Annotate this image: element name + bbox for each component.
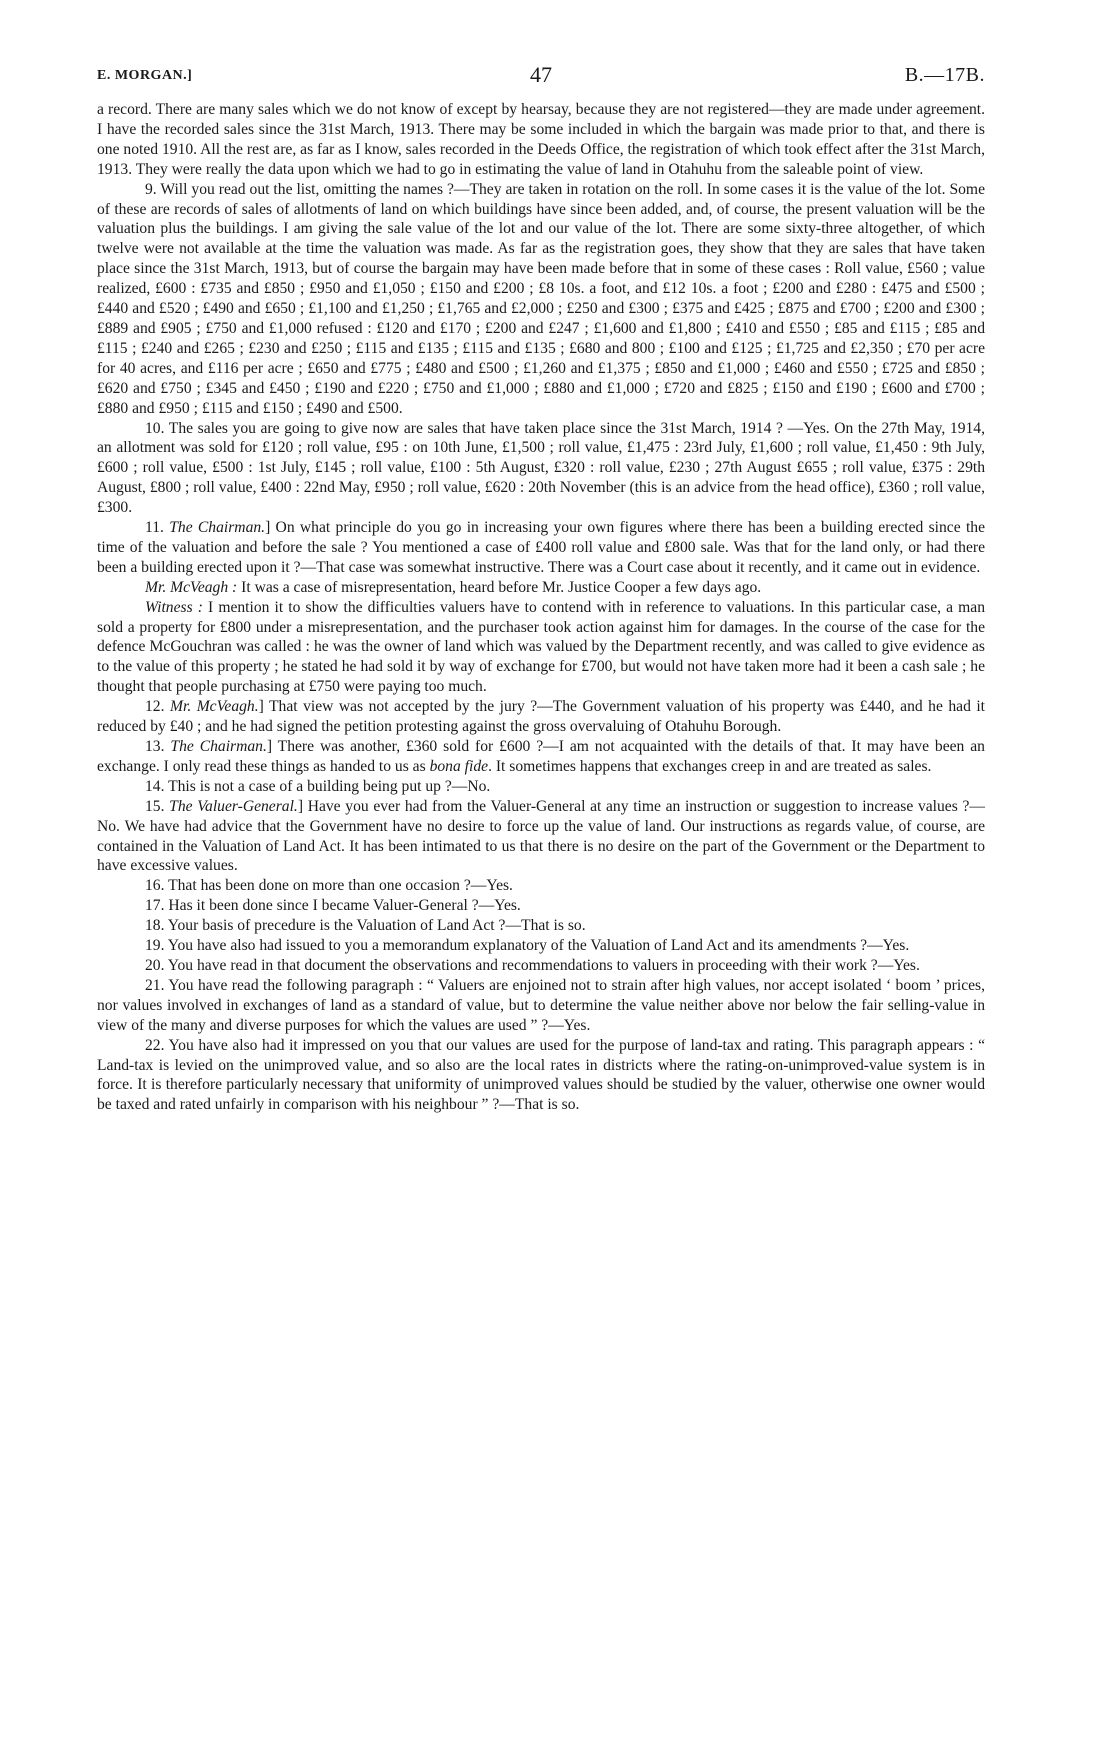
paragraph-q21 — [97, 976, 985, 1036]
paragraph-q22 — [97, 1036, 985, 1116]
paragraph-q13 — [97, 737, 985, 777]
paragraph-text: a record. There are many sales which we do not know of except by hearsay, because they are not registered—they are made under agreement. I have the recorded sales since the 31st March, 1913. There may be some included in which the bargain was made prior to that, and there is one noted 1910. All the rest are, as far as I know, sales recorded in the Deeds Office, the registration of which took effect after the 31st March, 1913. They were really the data upon which we had to go in estimating the value of land in Otahuhu from the saleable point of view. — [97, 101, 985, 178]
page-number: 47 — [530, 62, 552, 87]
paragraph-q16 — [97, 876, 985, 896]
paragraph-text: 20. You have read in that document the observations and recommendations to valuers in proceeding with their work ?—Yes. — [145, 956, 920, 974]
paragraph-text: It was a case of misrepresentation, heard before Mr. Justice Cooper a few days ago. — [237, 578, 762, 596]
speaker-name: Mr. McVeagh. — [169, 698, 259, 716]
speaker-name: Mr. McVeagh : — [145, 578, 238, 596]
paragraph-text: ] There was another, £360 sold for £600 ?—I am not acquainted with the details of that. It may have been an exchange. I only read these things as handed to us as — [97, 738, 985, 775]
page-header — [97, 60, 985, 100]
question-number: 15. — [145, 797, 170, 815]
paragraph-q18 — [97, 916, 985, 936]
speaker-name: Witness : — [145, 598, 203, 616]
paragraph-text: 21. You have read the following paragraph : “ Valuers are enjoined not to strain after high values, nor accept isolated ‘ boom ’ prices, nor values involved in exchanges of land as a standard of value, but to determine the value neither above nor below the fair selling-value in view of the many and diverse purposes for which the values are used ” ?—Yes. — [97, 976, 985, 1034]
paragraph-text: 14. This is not a case of a building being put up ?—No. — [145, 777, 491, 795]
header-witness-name: E. MORGAN.] — [97, 68, 193, 83]
question-number: 11. — [145, 519, 170, 537]
paragraph-text: . It sometimes happens that exchanges creep in and are treated as sales. — [488, 757, 932, 775]
paragraph-witness-remark — [97, 598, 985, 698]
paragraph-q12 — [97, 697, 985, 737]
paragraph-text: 22. You have also had it impressed on you that our values are used for the purpose of land-tax and rating. This paragraph appears : “ Land-tax is levied on the unimproved value, and so also are the local rates in districts where the rating-on-unimproved-value system is in force. It is therefore particularly necessary that uniformity of unimproved values should be studied by the valuer, otherwise one owner would be taxed and rated unfairly in comparison with his neighbour ” ?—That is so. — [97, 1036, 985, 1114]
paragraph-q10 — [97, 419, 985, 519]
paragraph-continuation — [97, 100, 985, 180]
paragraph-text: ] That view was not accepted by the jury ?—The Government valuation of his property was £440, and he had it reduced by £40 ; and he had signed the petition protesting against the gross overvaluing of Otahuhu Borough. — [97, 698, 986, 736]
speaker-name: The Chairman. — [170, 738, 267, 755]
speaker-name: The Valuer-General. — [169, 797, 298, 815]
paragraph-mcveagh-remark — [97, 578, 985, 598]
paragraph-text: ] On what principle do you go in increasing your own figures where there has been a building erected since the time of the valuation and before the sale ? You mentioned a case of £400 roll value and £800 sale. Was that for the land only, or had there been a building erected upon it ?—That case was somewhat instructive. There was a Court case about it recently, and it came out in evidence. — [97, 519, 985, 576]
paragraph-text: I mention it to show the difficulties valuers have to contend with in reference to valuations. In this particular case, a man sold a property for £800 under a misrepresentation, and the purchaser took action against him for damages. In the course of the case for the defence McGouchran was called : he was the owner of land which was valued by the Department recently, and was called to give evidence as to the value of this property ; he stated he had sold it by way of exchange for £700, but would not have taken more had it been a cash sale ; he thought that people purchasing at £750 were paying too much. — [97, 598, 985, 696]
document-page — [97, 60, 985, 1115]
paragraph-text: 19. You have also had issued to you a memorandum explanatory of the Valuation of Land Act and its amendments ?—Yes. — [145, 937, 910, 955]
body-text — [97, 100, 985, 1115]
question-number: 12. — [145, 698, 170, 716]
paragraph-text: ] Have you ever had from the Valuer-General at any time an instruction or suggestion to increase values ?—No. We have had advice that the Government have no desire to force up the value of land. Our instructions as regards value, of course, are contained in the Valuation of Land Act. It has been intimated to us that there is no desire on the part of the Government or the Department to have excessive values. — [97, 797, 985, 875]
paragraph-q15 — [97, 797, 985, 877]
question-number: 13. — [145, 738, 171, 755]
speaker-name: The Chairman. — [169, 519, 266, 537]
paragraph-text: 17. Has it been done since I became Valuer-General ?—Yes. — [145, 897, 521, 915]
paragraph-q20 — [97, 956, 985, 976]
paragraph-text: 9. Will you read out the list, omitting the names ?—They are taken in rotation on the roll. In some cases it is the value of the lot. Some of these are records of sales of allotments of land on which buildings have since been added, and, of course, the present valuation will be the valuation plus the buildings. I am giving the sale value of the lot and our value of the lot. There are some sixty-three altogether, of which twelve were not available at the time the valuation was made. As far as the registration goes, they show that they are sales that have taken place since the 31st March, 1913, but of course the bargain may have been made before that in some of these cases : Roll value, £560 ; value realized, £600 : £735 and £850 ; £950 and £1,050 ; £150 and £200 ; £8 10s. a foot, and £12 10s. a foot ; £200 and £280 : £475 and £500 ; £440 and £520 ; £490 and £650 ; £1,100 and £1,250 ; £1,765 and £2,000 ; £250 and £300 ; £375 and £425 ; £875 and £700 ; £200 and £300 ; £889 and £905 ; £750 and £1,000 refused : £120 and £170 ; £200 and £247 ; £1,600 and £1,800 ; £410 and £550 ; £85 and £115 ; £85 and £115 ; £240 and £265 ; £230 and £250 ; £115 and £135 ; £115 and £135 ; £680 and 800 ; £100 and £125 ; £1,725 and £2,350 ; £70 per acre for 40 acres, and £116 per acre ; £650 and £775 ; £480 and £500 ; £1,260 and £1,375 ; £850 and £1,000 ; £460 and £550 ; £725 and £850 ; £620 and £750 ; £345 and £450 ; £190 and £220 ; £750 and £1,000 ; £880 and £1,000 ; £720 and £825 ; £150 and £190 ; £600 and £700 ; £880 and £950 ; £115 and £150 ; £490 and £500. — [97, 180, 985, 417]
paragraph-q14 — [97, 777, 985, 797]
paragraph-q9 — [97, 180, 985, 419]
paragraph-q11 — [97, 518, 985, 578]
paragraph-q19 — [97, 936, 985, 956]
paragraph-text: 10. The sales you are going to give now are sales that have taken place since the 31st March, 1914 ? —Yes. On the 27th May, 1914, an allotment was sold for £120 ; roll value, £95 : on 10th June, £1,500 ; roll value, £1,475 : 23rd July, £1,600 ; roll value, £1,450 : 9th July, £600 ; roll value, £500 : 1st July, £145 ; roll value, £100 : 5th August, £320 : roll value, £230 ; 27th August £655 ; roll value, £375 : 29th August, £800 ; roll value, £400 : 22nd May, £950 ; roll value, £620 : 20th November (this is an advice from the head office), £360 ; roll value, £300. — [97, 419, 985, 517]
latin-phrase: bona fide — [429, 757, 489, 775]
paragraph-text: 16. That has been done on more than one occasion ?—Yes. — [145, 877, 513, 895]
document-reference: B.—17B. — [904, 64, 985, 86]
paragraph-q17 — [97, 896, 985, 916]
paragraph-text: 18. Your basis of precedure is the Valuation of Land Act ?—That is so. — [145, 917, 586, 935]
